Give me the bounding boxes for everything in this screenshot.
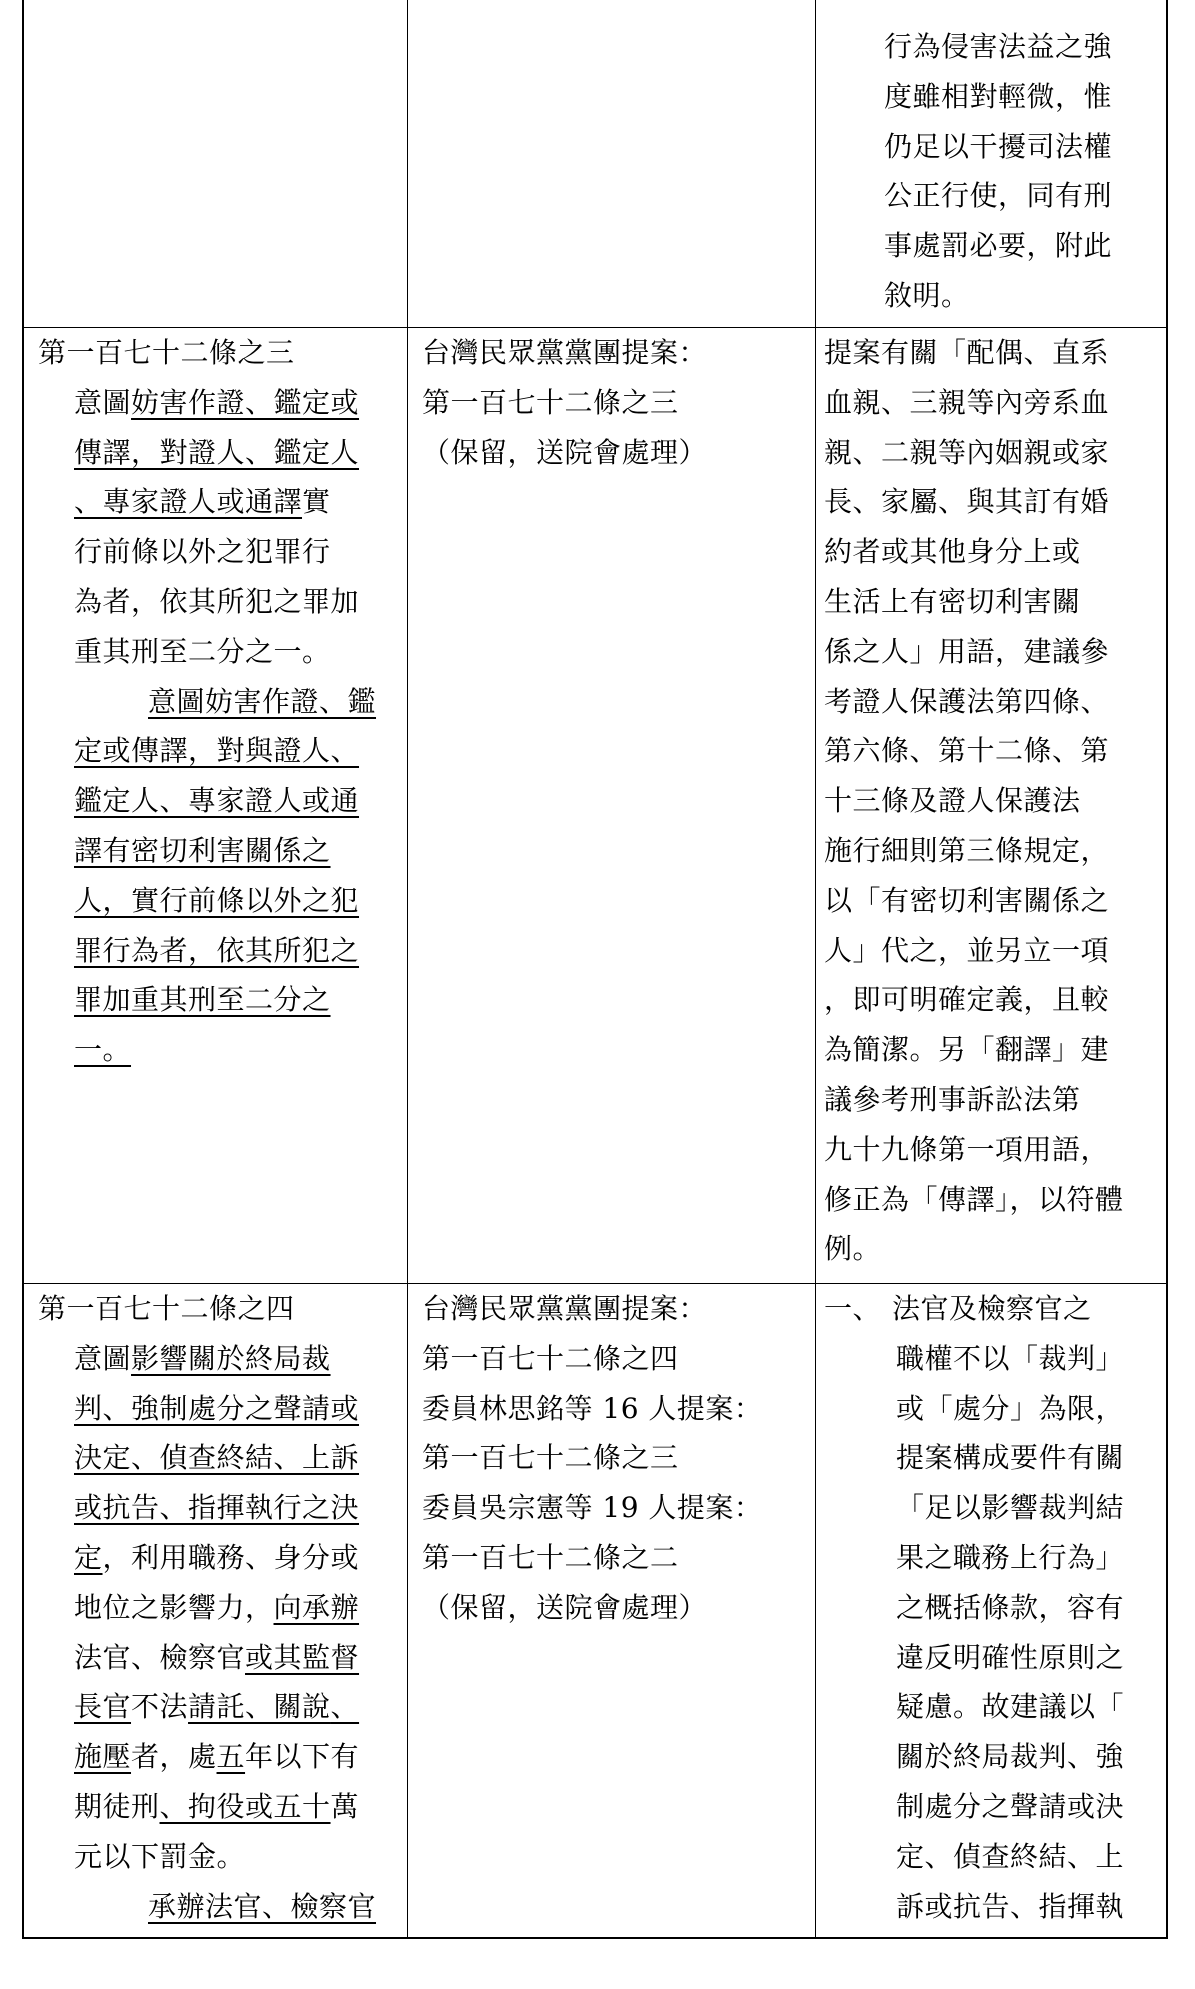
article-title: 第一百七十二條之四	[38, 1292, 295, 1325]
list-marker: 一、	[824, 1292, 882, 1325]
row2-article-text: 第一百七十二條之三 意圖妨害作證、鑑定或 傳譯，對證人、鑑定人 、專家證人或通譯實 行前條以外之犯罪行 為者，依其所犯之罪加 重其刑至二分之一。 意圖妨害作證、鑑 定或傳譯，對與證人、 鑑定人、專家證人或通 譯有密切利害關係之 人，實行前條以外之犯 罪行為者，依其所犯之 罪加重其刑至二分之 一。	[38, 328, 404, 1075]
row3-explanation: 一、 法官及檢察官之 職權不以「裁判」 或「處分」為限， 提案構成要件有關 「足以影響裁判結 果之職務上行為」 之概括條款，容有 違反明確性原則之 疑慮。故建議以「 關於終局裁判、強 制處分之聲請或決 定、偵查終結、上 訴或抗告、指揮執	[824, 1284, 1169, 1931]
article-title: 第一百七十二條之三	[38, 336, 295, 369]
column-divider-2	[815, 0, 816, 1937]
comparison-table	[22, 0, 1168, 1939]
row3-proposals: 台灣民眾黨黨團提案： 第一百七十二條之四 委員林思銘等 16 人提案： 第一百七十二條之三 委員吳宗憲等 19 人提案： 第一百七十二條之二 （保留，送院會處理）	[422, 1292, 763, 1624]
row3-article-text: 第一百七十二條之四 意圖影響關於終局裁 判、強制處分之聲請或 決定、偵查終結、上訴 或抗告、指揮執行之決 定，利用職務、身分或 地位之影響力，向承辦 法官、檢察官或其監督 長官不法請託、關說、 施壓者，處五年以下有 期徒刑、拘役或五十萬 元以下罰金。 承辦法官、檢察官	[38, 1284, 404, 1931]
column-divider-1	[407, 0, 408, 1937]
row1-explanation: 行為侵害法益之強 度雖相對輕微，惟 仍足以干擾司法權 公正行使，同有刑 事處罰必要，附此 敘明。	[884, 30, 1113, 312]
row2-explanation: 提案有關「配偶、直系 血親、三親等內旁系血 親、二親等內姻親或家 長、家屬、與其訂有婚 約者或其他身分上或 生活上有密切利害關 係之人」用語，建議參 考證人保護法第四條、 第六條、第十二條、第 十三條及證人保護法 施行細則第三條規定， 以「有密切利害關係之 人」代之，並另立一項 ，即可明確定義，且較 為簡潔。另「翻譯」建 議參考刑事訴訟法第 九十九條第一項用語， 修正為「傳譯」，以符體 例。	[824, 336, 1124, 1266]
row2-proposals: 台灣民眾黨黨團提案： 第一百七十二條之三 （保留，送院會處理）	[422, 336, 708, 469]
